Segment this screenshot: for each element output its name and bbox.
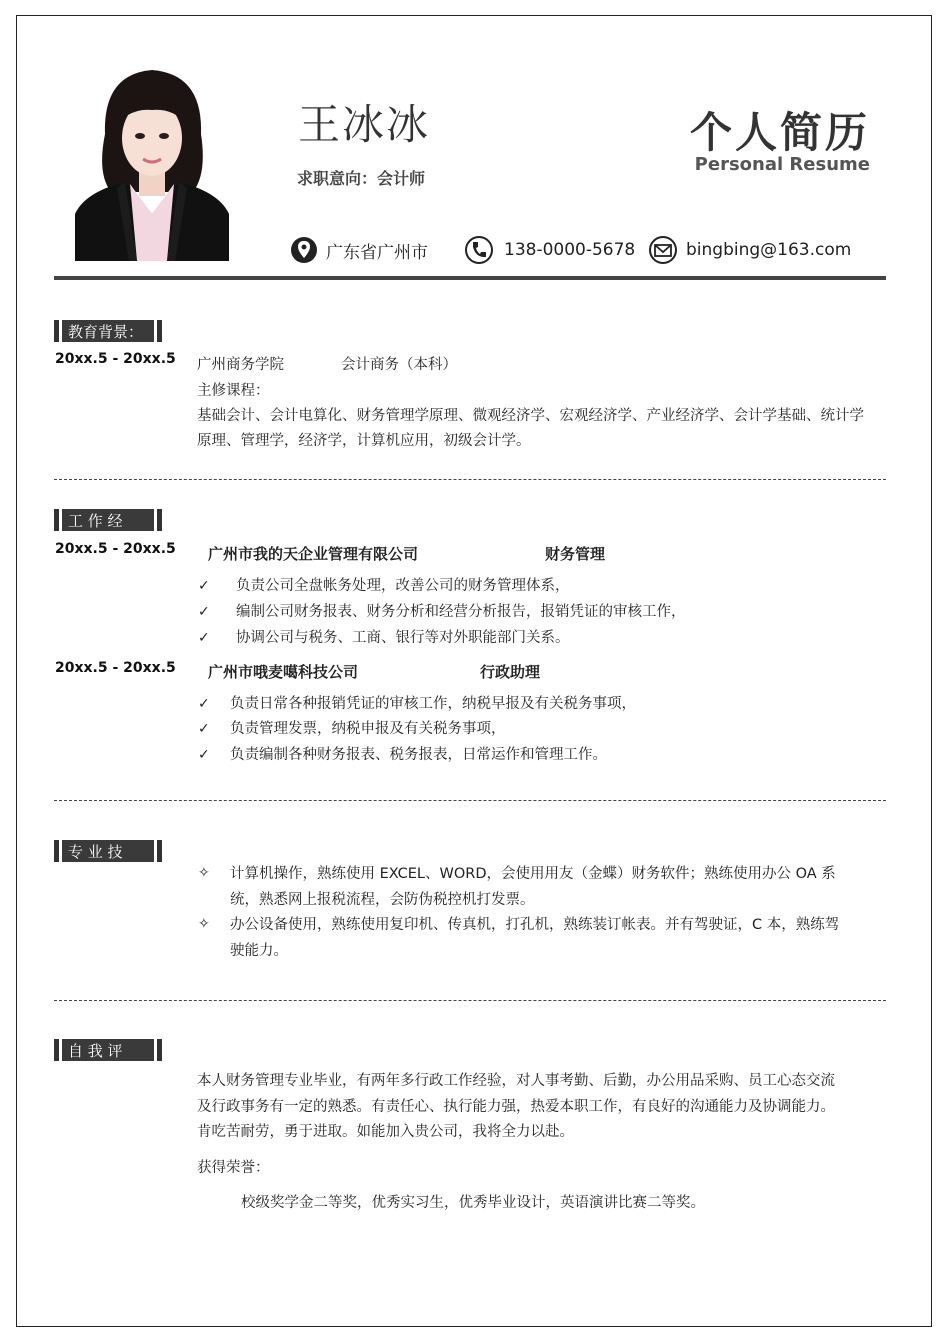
section-label: 自 我 评 <box>62 1039 154 1061</box>
diamond-bullet-icon: ✧ <box>198 865 210 881</box>
section-divider <box>54 479 886 480</box>
skill-line: 办公设备使用，熟练使用复印机、传真机，打孔机，熟练装订帐表。并有驾驶证，C 本，熟练驾 <box>230 917 840 933</box>
check-icon: ✓ <box>198 747 210 763</box>
address-text: 广东省广州市 <box>326 242 428 263</box>
section-heading-work <box>54 509 162 531</box>
job-duty: 负责编制各种财务报表、税务报表，日常运作和管理工作。 <box>230 747 607 763</box>
contact-address <box>290 235 428 265</box>
check-icon: ✓ <box>198 578 210 594</box>
company-name: 广州市我的天企业管理有限公司 <box>208 545 419 563</box>
job-date: 20xx.5 - 20xx.5 <box>55 541 176 557</box>
location-pin-icon <box>290 235 318 265</box>
job-duty: 协调公司与税务、工商、银行等对外职能部门关系。 <box>236 630 570 646</box>
resume-subtitle: Personal Resume <box>694 154 870 175</box>
check-icon: ✓ <box>198 630 210 646</box>
job-role: 财务管理 <box>545 545 606 563</box>
header-divider <box>54 276 886 280</box>
education-date: 20xx.5 - 20xx.5 <box>55 351 176 367</box>
phone-icon <box>464 235 496 265</box>
job-duty: 负责公司全盘帐务处理，改善公司的财务管理体系， <box>236 578 570 594</box>
diamond-bullet-icon: ✧ <box>198 916 210 932</box>
job-date: 20xx.5 - 20xx.5 <box>55 660 176 676</box>
self-eval-line: 本人财务管理专业毕业，有两年多行政工作经验，对人事考勤、后勤，办公用品采购、员工心态交流 <box>197 1073 835 1089</box>
contact-email <box>648 235 851 265</box>
courses-line: 原理、管理学，经济学，计算机应用，初级会计学。 <box>197 433 531 449</box>
section-label: 教育背景： <box>62 320 154 342</box>
candidate-name: 王冰冰 <box>298 100 431 149</box>
honor-list: 校级奖学金二等奖，优秀实习生，优秀毕业设计，英语演讲比赛二等奖。 <box>241 1195 705 1211</box>
section-heading-self <box>54 1039 162 1061</box>
contact-phone <box>464 235 635 265</box>
section-heading-skills <box>54 840 162 862</box>
courses-line: 基础会计、会计电算化、财务管理学原理、微观经济学、宏观经济学、产业经济学、会计学基础、统计学 <box>197 408 864 424</box>
check-icon: ✓ <box>198 696 210 712</box>
company-name: 广州市哦麦噶科技公司 <box>208 663 359 681</box>
section-divider <box>54 800 886 801</box>
skill-line: 驶能力。 <box>230 943 288 959</box>
mail-icon <box>648 235 678 265</box>
job-role: 行政助理 <box>480 663 541 681</box>
section-label: 专 业 技 <box>62 840 154 862</box>
honor-label: 获得荣誉： <box>197 1160 270 1176</box>
check-icon: ✓ <box>198 721 210 737</box>
skill-line: 计算机操作，熟练使用 EXCEL、WORD，会使用用友（金蝶）财务软件；熟练使用办公 OA 系 <box>230 866 836 882</box>
check-icon: ✓ <box>198 604 210 620</box>
school-name: 广州商务学院 <box>197 357 284 373</box>
email-text: bingbing@163.com <box>686 240 852 260</box>
job-duty: 编制公司财务报表、财务分析和经营分析报告，报销凭证的审核工作， <box>236 604 686 620</box>
job-duty: 负责日常各种报销凭证的审核工作，纳税早报及有关税务事项， <box>230 696 636 712</box>
self-eval-line: 肯吃苦耐劳，勇于进取。如能加入贵公司，我将全力以赴。 <box>197 1124 574 1140</box>
section-label: 工 作 经 <box>62 509 154 531</box>
section-heading-education <box>54 320 162 342</box>
courses-label: 主修课程： <box>197 383 270 399</box>
job-duty: 负责管理发票，纳税申报及有关税务事项， <box>230 721 506 737</box>
section-divider <box>54 1000 886 1001</box>
profile-photo <box>75 64 229 261</box>
resume-title: 个人简历 <box>689 108 870 157</box>
job-intent: 求职意向：会计师 <box>297 169 426 188</box>
skill-line: 统，熟悉网上报税流程，会防伪税控机打发票。 <box>230 892 535 908</box>
major-name: 会计商务（本科） <box>341 357 457 373</box>
phone-text: 138-0000-5678 <box>504 240 636 260</box>
self-eval-line: 及行政事务有一定的熟悉。有责任心、执行能力强，热爱本职工作，有良好的沟通能力及协调能力。 <box>197 1099 835 1115</box>
